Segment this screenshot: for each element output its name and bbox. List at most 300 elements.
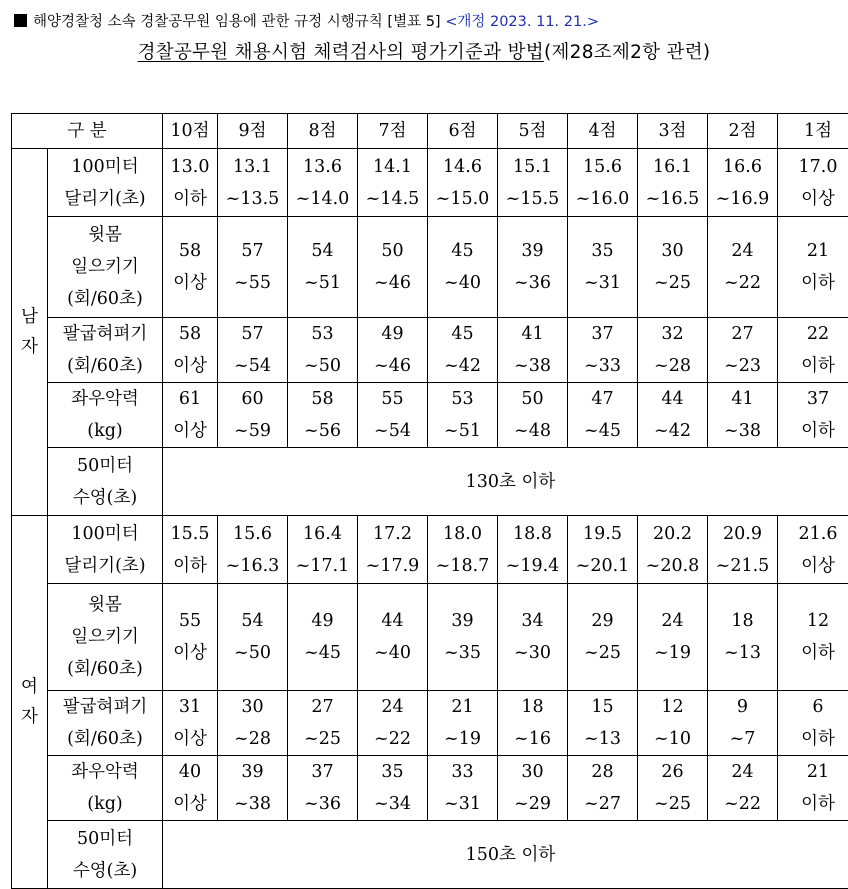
test-item-line: 100미터 bbox=[48, 151, 162, 183]
score-value-line: 44 bbox=[358, 605, 427, 637]
score-value-line: 이하 bbox=[778, 788, 848, 820]
score-value-line: ~42 bbox=[638, 415, 707, 447]
score-value-cell bbox=[218, 756, 288, 821]
regulation-line bbox=[14, 10, 599, 31]
score-value-line: 이상 bbox=[163, 637, 217, 669]
sex-line: 자 bbox=[12, 332, 47, 362]
test-item-cell bbox=[48, 149, 163, 217]
score-value-line: ~46 bbox=[358, 350, 427, 382]
score-value-cell bbox=[638, 516, 708, 584]
score-value-line: 15.6 bbox=[568, 151, 637, 183]
score-value-cell bbox=[778, 217, 848, 318]
score-value-line: ~38 bbox=[708, 415, 777, 447]
score-value-line: ~22 bbox=[358, 723, 427, 755]
score-value-line: 24 bbox=[708, 756, 777, 788]
score-value-line: 6 bbox=[778, 691, 848, 723]
score-header: 1점 bbox=[778, 114, 848, 149]
score-value-cell bbox=[163, 383, 218, 448]
score-value-cell bbox=[708, 383, 778, 448]
score-value-cell bbox=[358, 383, 428, 448]
score-value-cell bbox=[498, 149, 568, 217]
score-value-line: 31 bbox=[163, 691, 217, 723]
score-value-cell bbox=[638, 149, 708, 217]
score-value-cell bbox=[288, 383, 358, 448]
swim-item-cell bbox=[48, 821, 163, 889]
table-row bbox=[12, 149, 848, 217]
score-value-line: ~19.4 bbox=[498, 550, 567, 582]
score-value-line: 18 bbox=[498, 691, 567, 723]
swim-item-line: 50미터 bbox=[48, 450, 162, 482]
score-value-cell bbox=[778, 584, 848, 691]
score-value-line: 35 bbox=[358, 756, 427, 788]
score-value-line: 54 bbox=[218, 605, 287, 637]
score-value-line: ~31 bbox=[568, 267, 637, 299]
score-value-line: ~55 bbox=[218, 267, 287, 299]
score-value-line: 29 bbox=[568, 605, 637, 637]
score-value-line: ~51 bbox=[428, 415, 497, 447]
score-value-cell bbox=[778, 691, 848, 756]
score-value-line: 57 bbox=[218, 318, 287, 350]
score-value-cell bbox=[428, 584, 498, 691]
score-value-line: 40 bbox=[163, 756, 217, 788]
swim-item-line: 50미터 bbox=[48, 823, 162, 855]
score-value-cell bbox=[163, 149, 218, 217]
test-item-line: (회/60초) bbox=[48, 653, 162, 685]
score-value-cell bbox=[428, 217, 498, 318]
test-item-line: 일으키기 bbox=[48, 251, 162, 283]
score-value-cell bbox=[708, 691, 778, 756]
score-value-line: ~56 bbox=[288, 415, 357, 447]
swim-item-line: 수영(초) bbox=[48, 855, 162, 887]
sex-line: 자 bbox=[12, 702, 47, 732]
score-value-line: ~16.9 bbox=[708, 183, 777, 215]
score-value-line: ~45 bbox=[288, 637, 357, 669]
swim-row bbox=[12, 448, 848, 516]
sex-line: 남 bbox=[12, 302, 47, 332]
score-value-cell bbox=[568, 756, 638, 821]
table-row bbox=[12, 217, 848, 318]
score-value-line: 30 bbox=[218, 691, 287, 723]
table-row bbox=[12, 756, 848, 821]
score-value-line: ~33 bbox=[568, 350, 637, 382]
score-header: 2점 bbox=[708, 114, 778, 149]
test-item-cell bbox=[48, 383, 163, 448]
score-header: 4점 bbox=[568, 114, 638, 149]
score-value-cell bbox=[358, 318, 428, 383]
score-value-line: ~13.5 bbox=[218, 183, 287, 215]
score-value-cell bbox=[638, 383, 708, 448]
score-value-line: 20.9 bbox=[708, 518, 777, 550]
swim-row bbox=[12, 821, 848, 889]
score-value-line: 24 bbox=[638, 605, 707, 637]
score-value-cell bbox=[288, 149, 358, 217]
score-value-line: 이상 bbox=[163, 723, 217, 755]
score-value-line: 21 bbox=[428, 691, 497, 723]
score-value-line: ~14.5 bbox=[358, 183, 427, 215]
score-value-line: 21.6 bbox=[778, 518, 848, 550]
score-value-cell bbox=[218, 149, 288, 217]
test-item-line: (kg) bbox=[48, 415, 162, 447]
score-value-line: 45 bbox=[428, 318, 497, 350]
score-value-line: 61 bbox=[163, 383, 217, 415]
score-value-line: ~18.7 bbox=[428, 550, 497, 582]
score-value-line: 26 bbox=[638, 756, 707, 788]
title-main: 경찰공무원 채용시험 체력검사의 평가기준과 방법 bbox=[138, 42, 544, 63]
score-value-line: 41 bbox=[498, 318, 567, 350]
score-value-line: ~25 bbox=[288, 723, 357, 755]
score-value-cell bbox=[428, 756, 498, 821]
score-value-line: ~16.3 bbox=[218, 550, 287, 582]
score-value-cell bbox=[778, 756, 848, 821]
score-value-cell bbox=[498, 516, 568, 584]
score-value-line: 33 bbox=[428, 756, 497, 788]
score-value-line: ~21.5 bbox=[708, 550, 777, 582]
score-value-line: 60 bbox=[218, 383, 287, 415]
score-value-line: ~16.5 bbox=[638, 183, 707, 215]
score-value-line: ~40 bbox=[358, 637, 427, 669]
score-value-cell bbox=[638, 756, 708, 821]
score-value-cell bbox=[498, 584, 568, 691]
score-value-line: ~29 bbox=[498, 788, 567, 820]
score-value-line: ~28 bbox=[218, 723, 287, 755]
score-value-line: 39 bbox=[498, 235, 567, 267]
score-value-line: 58 bbox=[288, 383, 357, 415]
score-header: 5점 bbox=[498, 114, 568, 149]
score-value-line: ~17.1 bbox=[288, 550, 357, 582]
score-value-line: 이상 bbox=[163, 788, 217, 820]
score-value-cell bbox=[638, 318, 708, 383]
score-value-line: 53 bbox=[428, 383, 497, 415]
score-value-line: 39 bbox=[428, 605, 497, 637]
score-header: 10점 bbox=[163, 114, 218, 149]
score-value-cell bbox=[358, 516, 428, 584]
score-value-cell bbox=[358, 584, 428, 691]
score-value-cell bbox=[288, 756, 358, 821]
score-value-line: ~36 bbox=[498, 267, 567, 299]
score-value-cell bbox=[218, 691, 288, 756]
score-value-cell bbox=[163, 691, 218, 756]
score-value-line: 34 bbox=[498, 605, 567, 637]
score-value-line: 49 bbox=[288, 605, 357, 637]
score-value-line: ~22 bbox=[708, 788, 777, 820]
table-row bbox=[12, 584, 848, 691]
category-header: 구 분 bbox=[12, 114, 163, 149]
score-value-line: ~45 bbox=[568, 415, 637, 447]
score-value-line: ~50 bbox=[288, 350, 357, 382]
table-row bbox=[12, 318, 848, 383]
score-value-line: 18.8 bbox=[498, 518, 567, 550]
score-value-line: ~31 bbox=[428, 788, 497, 820]
score-value-line: 17.0 bbox=[778, 151, 848, 183]
score-value-line: 30 bbox=[498, 756, 567, 788]
score-value-line: ~10 bbox=[638, 723, 707, 755]
score-value-line: ~7 bbox=[708, 723, 777, 755]
test-item-cell bbox=[48, 217, 163, 318]
score-value-line: ~50 bbox=[218, 637, 287, 669]
score-value-line: 45 bbox=[428, 235, 497, 267]
score-value-line: ~59 bbox=[218, 415, 287, 447]
score-value-cell bbox=[498, 756, 568, 821]
score-value-line: 이하 bbox=[778, 415, 848, 447]
score-value-line: 19.5 bbox=[568, 518, 637, 550]
score-value-line: ~16.0 bbox=[568, 183, 637, 215]
score-value-cell bbox=[163, 584, 218, 691]
score-value-cell bbox=[498, 691, 568, 756]
score-value-cell bbox=[163, 318, 218, 383]
score-value-line: 13.6 bbox=[288, 151, 357, 183]
table-row bbox=[12, 691, 848, 756]
score-value-line: 54 bbox=[288, 235, 357, 267]
swim-item-line: 수영(초) bbox=[48, 482, 162, 514]
test-item-line: 달리기(초) bbox=[48, 183, 162, 215]
score-value-line: ~25 bbox=[638, 267, 707, 299]
test-item-line: 윗몸 bbox=[48, 589, 162, 621]
score-value-line: 이하 bbox=[778, 350, 848, 382]
score-value-cell bbox=[568, 149, 638, 217]
score-value-cell bbox=[778, 383, 848, 448]
score-value-line: 44 bbox=[638, 383, 707, 415]
score-value-line: 16.1 bbox=[638, 151, 707, 183]
score-value-line: ~54 bbox=[358, 415, 427, 447]
score-value-cell bbox=[428, 149, 498, 217]
score-value-line: ~13 bbox=[708, 637, 777, 669]
test-item-cell bbox=[48, 691, 163, 756]
score-value-line: ~14.0 bbox=[288, 183, 357, 215]
score-value-line: 17.2 bbox=[358, 518, 427, 550]
score-value-line: ~38 bbox=[218, 788, 287, 820]
score-value-cell bbox=[638, 217, 708, 318]
score-value-line: 15 bbox=[568, 691, 637, 723]
score-value-cell bbox=[358, 149, 428, 217]
score-value-line: 이하 bbox=[163, 183, 217, 215]
score-value-cell bbox=[288, 516, 358, 584]
score-value-line: ~35 bbox=[428, 637, 497, 669]
score-value-line: ~40 bbox=[428, 267, 497, 299]
table-row bbox=[12, 383, 848, 448]
score-value-line: 35 bbox=[568, 235, 637, 267]
score-value-line: ~25 bbox=[568, 637, 637, 669]
score-value-line: 이하 bbox=[778, 723, 848, 755]
test-item-line: 좌우악력 bbox=[48, 383, 162, 415]
score-value-line: 30 bbox=[638, 235, 707, 267]
score-value-line: 이상 bbox=[163, 415, 217, 447]
score-value-line: 58 bbox=[163, 318, 217, 350]
score-value-cell bbox=[778, 149, 848, 217]
score-value-cell bbox=[218, 584, 288, 691]
test-item-line: 일으키기 bbox=[48, 621, 162, 653]
score-value-line: ~46 bbox=[358, 267, 427, 299]
test-item-cell bbox=[48, 584, 163, 691]
score-value-cell bbox=[778, 318, 848, 383]
score-value-cell bbox=[428, 691, 498, 756]
score-value-line: 20.2 bbox=[638, 518, 707, 550]
score-value-line: 15.1 bbox=[498, 151, 567, 183]
score-header: 9점 bbox=[218, 114, 288, 149]
score-value-line: 55 bbox=[358, 383, 427, 415]
score-value-cell bbox=[218, 383, 288, 448]
score-value-line: ~20.1 bbox=[568, 550, 637, 582]
score-value-line: ~30 bbox=[498, 637, 567, 669]
score-value-cell bbox=[568, 516, 638, 584]
score-value-cell bbox=[638, 584, 708, 691]
score-value-line: 이하 bbox=[778, 267, 848, 299]
score-value-line: 이상 bbox=[778, 183, 848, 215]
sex-cell bbox=[12, 516, 48, 889]
score-value-line: 이하 bbox=[163, 550, 217, 582]
score-value-line: 27 bbox=[708, 318, 777, 350]
score-value-cell bbox=[358, 691, 428, 756]
score-value-line: 12 bbox=[638, 691, 707, 723]
score-value-cell bbox=[498, 383, 568, 448]
score-value-line: ~27 bbox=[568, 788, 637, 820]
test-item-line: 윗몸 bbox=[48, 219, 162, 251]
test-item-line: 달리기(초) bbox=[48, 550, 162, 582]
header-row bbox=[12, 114, 848, 149]
sex-line: 여 bbox=[12, 672, 47, 702]
score-value-line: ~15.0 bbox=[428, 183, 497, 215]
score-value-line: ~13 bbox=[568, 723, 637, 755]
score-value-line: 41 bbox=[708, 383, 777, 415]
score-value-cell bbox=[568, 691, 638, 756]
score-value-cell bbox=[568, 383, 638, 448]
score-value-cell bbox=[428, 516, 498, 584]
score-value-line: ~16 bbox=[498, 723, 567, 755]
test-item-line: 100미터 bbox=[48, 518, 162, 550]
score-value-cell bbox=[428, 318, 498, 383]
score-value-cell bbox=[708, 318, 778, 383]
score-value-line: 이상 bbox=[778, 550, 848, 582]
score-value-cell bbox=[708, 217, 778, 318]
page-title bbox=[0, 38, 848, 64]
test-item-line: (회/60초) bbox=[48, 283, 162, 315]
table-body bbox=[12, 114, 848, 889]
test-item-line: 팔굽혀펴기 bbox=[48, 318, 162, 350]
score-value-line: ~51 bbox=[288, 267, 357, 299]
score-value-cell bbox=[568, 584, 638, 691]
score-value-cell bbox=[288, 318, 358, 383]
score-value-line: ~19 bbox=[638, 637, 707, 669]
score-value-line: 16.4 bbox=[288, 518, 357, 550]
score-value-line: 이하 bbox=[778, 637, 848, 669]
score-value-line: 24 bbox=[708, 235, 777, 267]
score-value-line: ~17.9 bbox=[358, 550, 427, 582]
score-value-cell bbox=[708, 516, 778, 584]
test-item-cell bbox=[48, 756, 163, 821]
score-value-cell bbox=[218, 318, 288, 383]
swim-criterion: 130초 이하 bbox=[163, 448, 848, 516]
swim-criterion: 150초 이하 bbox=[163, 821, 848, 889]
score-value-line: 14.1 bbox=[358, 151, 427, 183]
score-value-line: 18.0 bbox=[428, 518, 497, 550]
score-header: 8점 bbox=[288, 114, 358, 149]
score-value-line: ~48 bbox=[498, 415, 567, 447]
score-value-line: ~36 bbox=[288, 788, 357, 820]
score-value-line: 18 bbox=[708, 605, 777, 637]
score-value-cell bbox=[498, 217, 568, 318]
score-value-line: 16.6 bbox=[708, 151, 777, 183]
score-value-line: ~15.5 bbox=[498, 183, 567, 215]
score-value-cell bbox=[218, 217, 288, 318]
score-value-line: 이상 bbox=[163, 350, 217, 382]
score-header: 7점 bbox=[358, 114, 428, 149]
score-value-cell bbox=[568, 217, 638, 318]
score-value-line: ~25 bbox=[638, 788, 707, 820]
test-item-cell bbox=[48, 516, 163, 584]
score-value-line: 50 bbox=[498, 383, 567, 415]
sex-cell bbox=[12, 149, 48, 516]
score-value-line: 9 bbox=[708, 691, 777, 723]
score-header: 3점 bbox=[638, 114, 708, 149]
score-value-line: 53 bbox=[288, 318, 357, 350]
score-value-cell bbox=[163, 756, 218, 821]
score-value-line: 50 bbox=[358, 235, 427, 267]
score-value-line: ~20.8 bbox=[638, 550, 707, 582]
score-value-cell bbox=[498, 318, 568, 383]
score-value-line: 57 bbox=[218, 235, 287, 267]
score-value-cell bbox=[708, 756, 778, 821]
score-value-line: ~22 bbox=[708, 267, 777, 299]
score-value-line: 47 bbox=[568, 383, 637, 415]
test-item-line: (회/60초) bbox=[48, 723, 162, 755]
score-value-line: 58 bbox=[163, 235, 217, 267]
score-value-line: 28 bbox=[568, 756, 637, 788]
score-value-line: 37 bbox=[778, 383, 848, 415]
score-value-cell bbox=[163, 217, 218, 318]
score-value-line: 15.6 bbox=[218, 518, 287, 550]
score-value-line: ~38 bbox=[498, 350, 567, 382]
score-value-line: ~23 bbox=[708, 350, 777, 382]
score-value-cell bbox=[288, 584, 358, 691]
score-value-line: 55 bbox=[163, 605, 217, 637]
score-value-line: 27 bbox=[288, 691, 357, 723]
test-item-line: 좌우악력 bbox=[48, 756, 162, 788]
score-value-line: 21 bbox=[778, 235, 848, 267]
score-value-cell bbox=[288, 691, 358, 756]
score-value-cell bbox=[638, 691, 708, 756]
score-value-line: 24 bbox=[358, 691, 427, 723]
score-value-cell bbox=[358, 217, 428, 318]
score-value-cell bbox=[778, 516, 848, 584]
score-value-line: 32 bbox=[638, 318, 707, 350]
score-value-cell bbox=[428, 383, 498, 448]
score-value-line: 39 bbox=[218, 756, 287, 788]
test-item-cell bbox=[48, 318, 163, 383]
table-row bbox=[12, 516, 848, 584]
score-value-line: ~19 bbox=[428, 723, 497, 755]
score-value-cell bbox=[218, 516, 288, 584]
score-value-cell bbox=[358, 756, 428, 821]
score-value-line: 13.1 bbox=[218, 151, 287, 183]
square-bullet-icon bbox=[14, 14, 27, 27]
score-value-line: ~54 bbox=[218, 350, 287, 382]
score-value-cell bbox=[708, 584, 778, 691]
regulation-text: 해양경찰청 소속 경찰공무원 임용에 관한 규정 시행규칙 [별표 5] bbox=[33, 14, 441, 30]
score-value-line: 21 bbox=[778, 756, 848, 788]
score-value-line: 15.5 bbox=[163, 518, 217, 550]
score-value-line: 12 bbox=[778, 605, 848, 637]
score-value-line: 37 bbox=[568, 318, 637, 350]
test-item-line: (회/60초) bbox=[48, 350, 162, 382]
score-value-line: 37 bbox=[288, 756, 357, 788]
score-value-cell bbox=[288, 217, 358, 318]
score-value-cell bbox=[163, 516, 218, 584]
test-item-line: (kg) bbox=[48, 788, 162, 820]
score-value-cell bbox=[708, 149, 778, 217]
swim-item-cell bbox=[48, 448, 163, 516]
score-value-line: 49 bbox=[358, 318, 427, 350]
score-value-line: 22 bbox=[778, 318, 848, 350]
score-header: 6점 bbox=[428, 114, 498, 149]
